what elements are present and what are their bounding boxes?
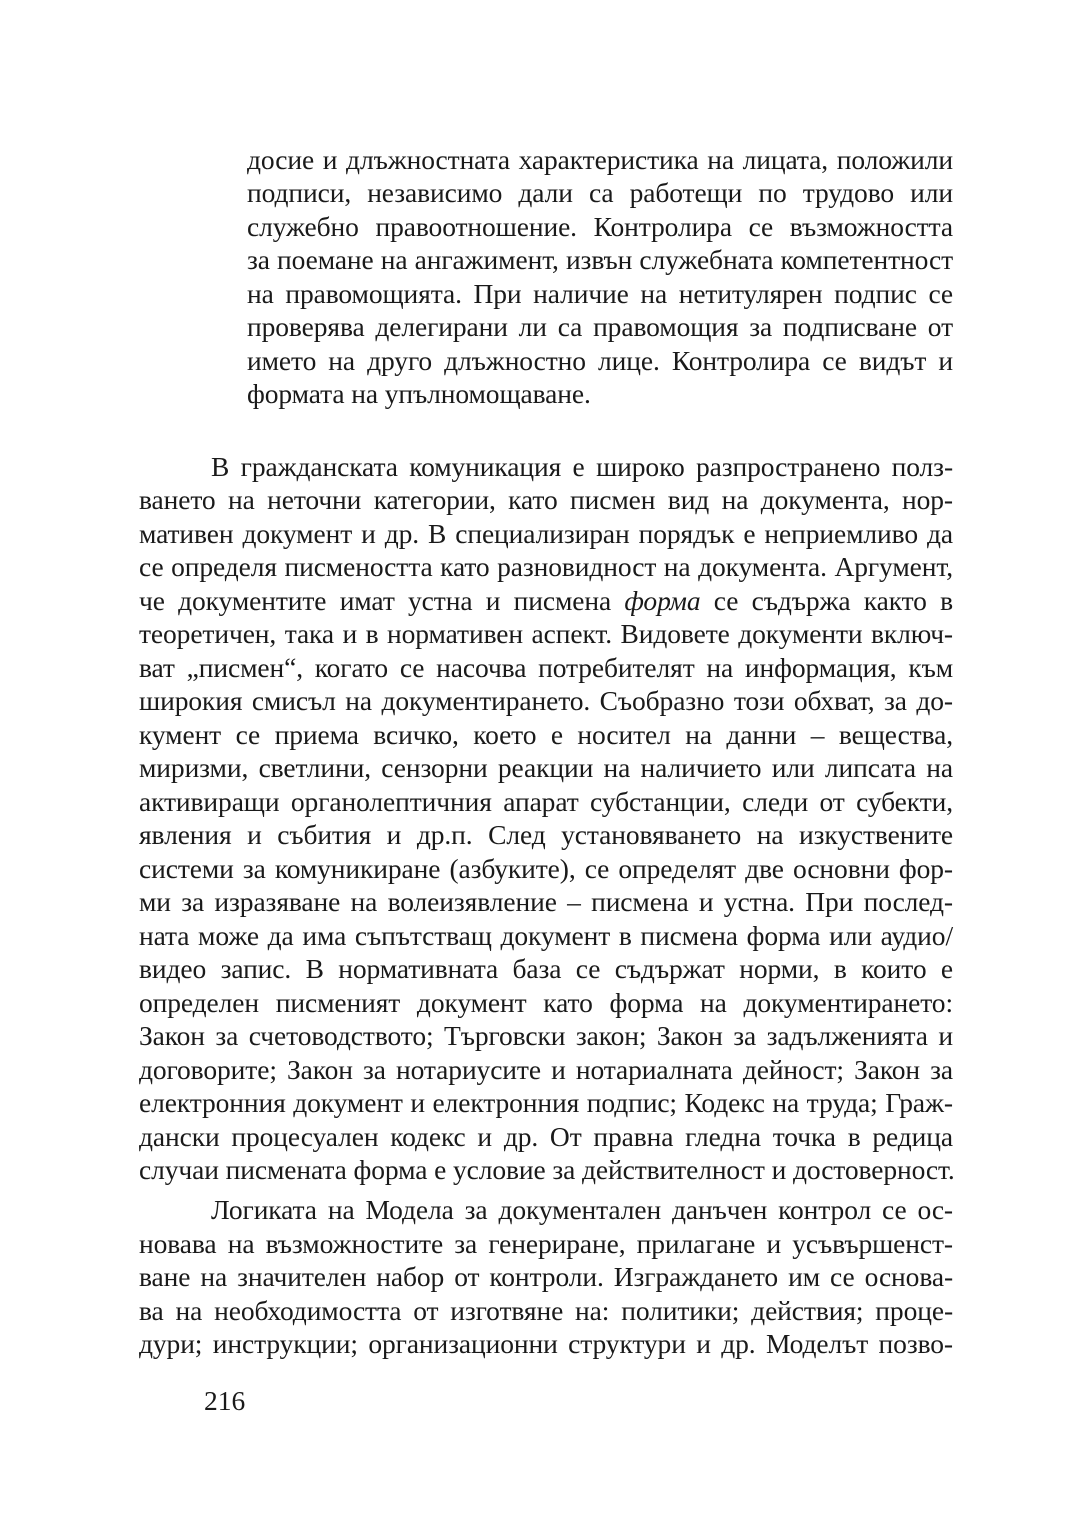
paragraph-line: ва на необходимостта от изготвяне на: политики; действия; проце- (139, 1295, 953, 1326)
quote-line: на правомощията. При наличие на нетитулярен подпис се (247, 278, 953, 309)
paragraph-line: определен писменият документ като форма на документирането: (139, 987, 953, 1018)
paragraph-line: ми за изразяване на волеизявление – писмена и устна. При послед- (139, 886, 953, 917)
paragraph-line: мативен документ и др. В специализиран порядък е неприемливо да (139, 518, 953, 549)
paragraph-line: дански процесуален кодекс и др. От правна гледна точка в редица (139, 1121, 953, 1152)
paragraph-line: видео запис. В нормативната база се съдържат норми, в които е (139, 953, 953, 984)
paragraph-line: дури; инструкции; организационни структури и др. Моделът позво- (139, 1328, 953, 1359)
quote-line: подписи, независимо дали са работещи по трудово или (247, 177, 953, 208)
quote-line: за поемане на ангажимент, извън служебната компетентност (247, 244, 953, 275)
paragraph-line: Закон за счетоводството; Търговски закон; Закон за задълженията и (139, 1020, 953, 1051)
paragraph-line: новава на възможностите за генериране, прилагане и усъвършенст- (139, 1228, 953, 1259)
quote-line: името на друго длъжностно лице. Контролира се видът и (247, 345, 953, 376)
page-number: 216 (204, 1385, 246, 1416)
quote-line: служебно правоотношение. Контролира се възможността (247, 211, 953, 242)
paragraph-line: широкия смисъл на документирането. Съобразно този обхват, за до- (139, 685, 953, 716)
quote-line: досие и длъжностната характеристика на лицата, положили (247, 144, 953, 175)
quote-line: формата на упълномощаване. (247, 378, 591, 409)
paragraph-line: активиращи органолептичния апарат субстанции, следи от субекти, (139, 786, 953, 817)
paragraph-line: електронния документ и електронния подпис; Кодекс на труда; Граж- (139, 1087, 953, 1118)
paragraph-line: миризми, светлини, сензорни реакции на наличието или липсата на (139, 752, 953, 783)
paragraph-line: ната може да има съпътстващ документ в писмена форма или аудио/ (139, 920, 953, 951)
paragraph-line: договорите; Закон за нотариусите и нотариалната дейност; Закон за (139, 1054, 953, 1085)
paragraph-line: ват „писмен“, когато се насочва потребителят на информация, към (139, 652, 953, 683)
line-text-before: че документите имат устна и писмена (139, 585, 625, 616)
quote-line: проверява делегирани ли са правомощия за подписване от (247, 311, 953, 342)
paragraph-line: явления и събития и др.п. След установяването на изкуствените (139, 819, 953, 850)
paragraph-line: Логиката на Модела за документален данъчен контрол се ос- (211, 1194, 953, 1225)
paragraph-line: се определя писмеността като разновидност на документа. Аргумент, (139, 551, 953, 582)
paragraph-line: теоретичен, така и в нормативен аспект. Видовете документи включ- (139, 618, 953, 649)
line-text-after: се съдържа както в (700, 585, 953, 616)
paragraph-line: ване на значителен набор от контроли. Изграждането им се основа- (139, 1261, 953, 1292)
paragraph-line: случаи писмената форма е условие за действителност и достоверност. (139, 1154, 955, 1185)
paragraph-line: системи за комуникиране (азбуките), се определят две основни фор- (139, 853, 953, 884)
paragraph-line: ването на неточни категории, като писмен вид на документа, нор- (139, 484, 953, 515)
paragraph-line-with-emphasis (139, 585, 953, 617)
emphasized-word: форма (624, 585, 701, 616)
paragraph-line: кумент се приема всичко, което е носител на данни – вещества, (139, 719, 953, 750)
paragraph-line: В гражданската комуникация е широко разпространено полз- (211, 451, 953, 482)
